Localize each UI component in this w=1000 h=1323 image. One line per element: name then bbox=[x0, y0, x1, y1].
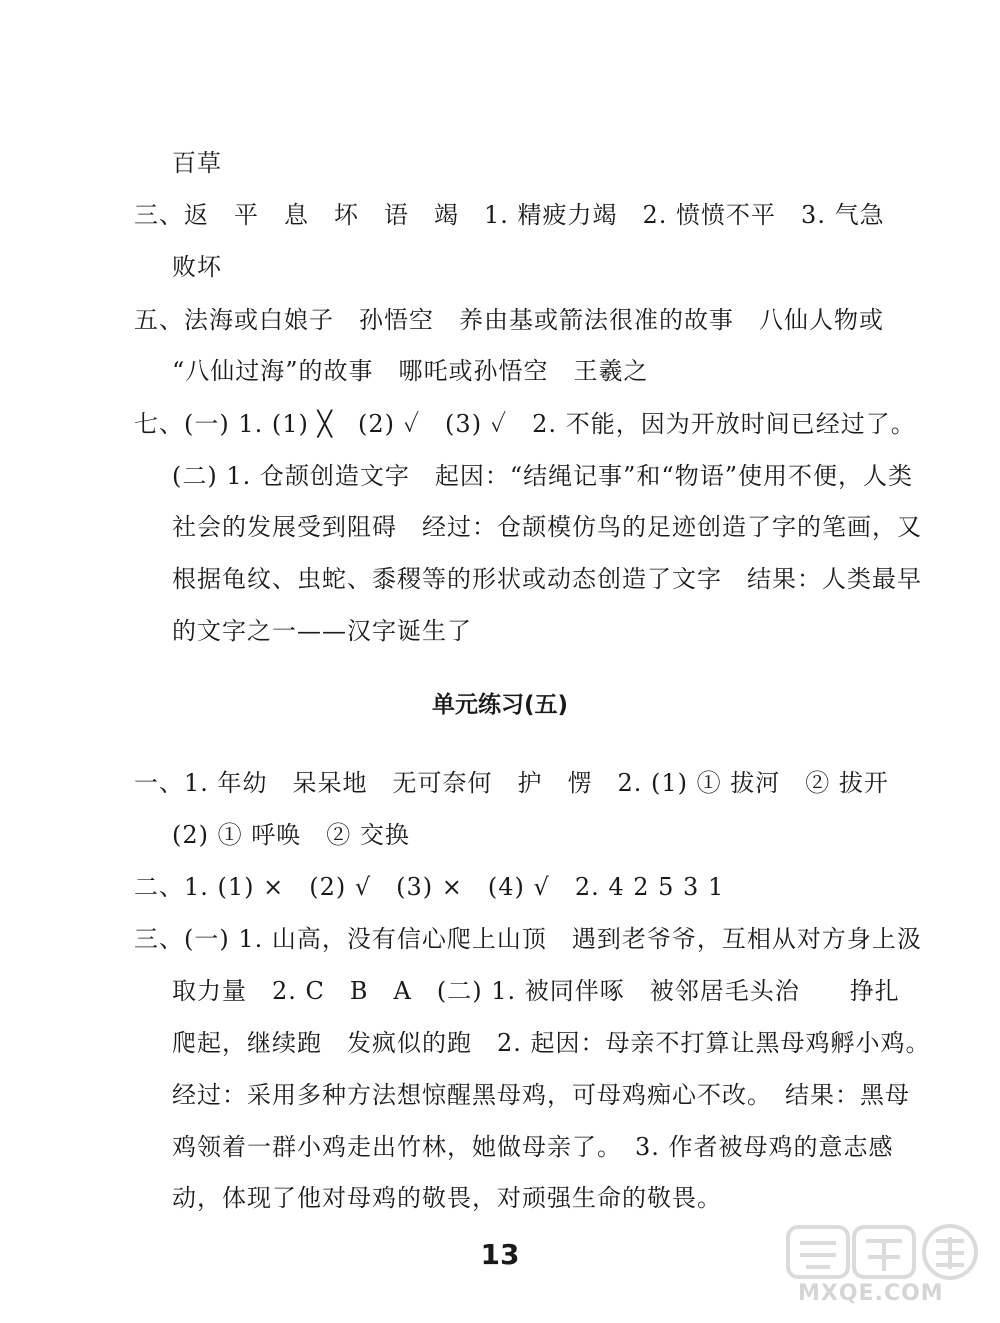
answer-line: (2) ① 呼唤 ② 交换 bbox=[172, 821, 410, 849]
answer-line: 动，体现了他对母鸡的敬畏，对顽强生命的敬畏。 bbox=[172, 1184, 722, 1212]
answer-line: 三、返 平 息 坏 语 竭 1. 精疲力竭 2. 愤愤不平 3. 气急 bbox=[134, 201, 885, 229]
watermark bbox=[786, 1223, 986, 1313]
answer-line: 二、1. (1) × (2) √ (3) × (4) √ 2. 4 2 5 3 1 bbox=[134, 873, 725, 901]
answer-line: “八仙过海”的故事 哪吒或孙悟空 王羲之 bbox=[172, 357, 649, 385]
answer-line: 七、(一) 1. (1) ╳ (2) ✓ (3) ✓ 2. 不能，因为开放时间已经过了。 bbox=[134, 410, 916, 438]
answer-line: 百草 bbox=[172, 149, 222, 177]
answer-line: 爬起，继续跑 发疯似的跑 2. 起因：母亲不打算让黑母鸡孵小鸡。 bbox=[172, 1029, 931, 1057]
answer-line: 的文字之一——汉字诞生了 bbox=[172, 617, 472, 645]
answer-line: 三、(一) 1. 山高，没有信心爬上山顶 遇到老爷爷，互相从对方身上汲 bbox=[134, 925, 922, 953]
answer-line: 社会的发展受到阻碍 经过：仓颉模仿鸟的足迹创造了字的笔画，又 bbox=[172, 513, 922, 541]
answer-line: 五、法海或白娘子 孙悟空 养由基或箭法很准的故事 八仙人物或 bbox=[134, 306, 884, 334]
answer-line: 一、1. 年幼 呆呆地 无可奈何 护 愣 2. (1) ① 拔河 ② 拔开 bbox=[134, 769, 889, 797]
page-number: 13 bbox=[480, 1238, 520, 1271]
answer-line: 根据龟纹、虫蛇、黍稷等的形状或动态创造了文字 结果：人类最早 bbox=[172, 565, 922, 593]
watermark-site: MXQE.COM bbox=[798, 1281, 944, 1306]
answer-line: 经过：采用多种方法想惊醒黑母鸡，可母鸡痴心不改。 结果：黑母 bbox=[172, 1081, 910, 1109]
answer-line: 取力量 2. C B A (二) 1. 被同伴啄 被邻居毛头治 挣扎 bbox=[172, 977, 900, 1005]
answer-line: 败坏 bbox=[172, 253, 222, 281]
answer-line: (二) 1. 仓颉创造文字 起因：“结绳记事”和“物语”使用不便，人类 bbox=[172, 462, 913, 490]
watermark-logo-icon bbox=[786, 1223, 986, 1283]
answer-line: 鸡领着一群小鸡走出竹林，她做母亲了。 3. 作者被母鸡的意志感 bbox=[172, 1133, 894, 1161]
section-title: 单元练习(五) bbox=[431, 692, 569, 718]
